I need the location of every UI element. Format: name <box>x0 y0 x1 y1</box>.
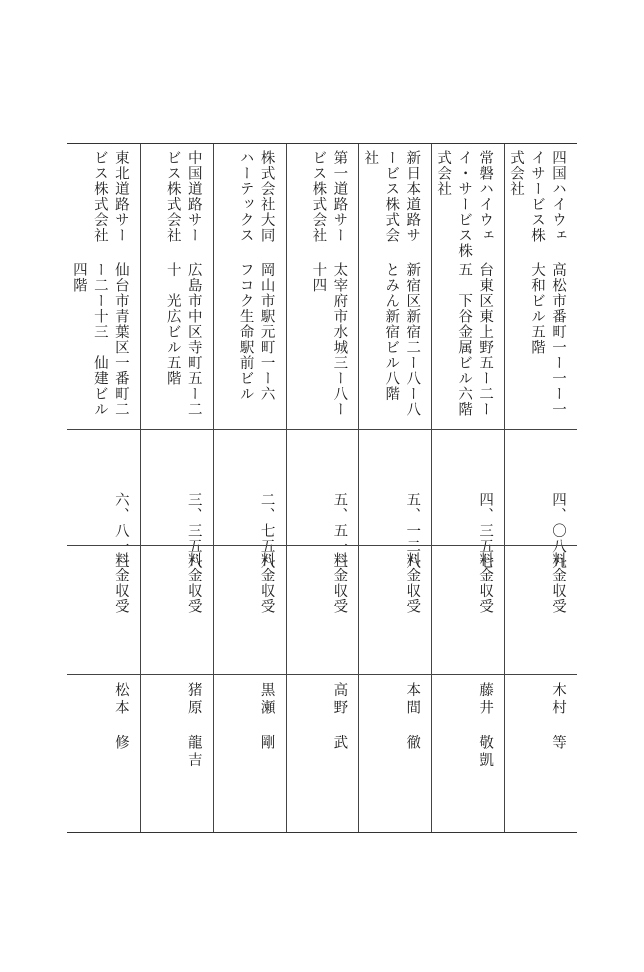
table-column-4 <box>286 144 359 832</box>
address-cell: 仙台市青葉区一番町二 ー二ー十三 仙建ビル 四階 <box>70 262 129 417</box>
business-cell: 料金収受 <box>404 552 421 614</box>
address-cell: 高松市番町一ー一ー一 大和ビル五階 <box>529 262 566 417</box>
table-column-1 <box>504 144 577 832</box>
row-divider <box>505 545 577 546</box>
representative-cell: 松本 修 <box>112 682 129 752</box>
representative-cell: 藤井 敬凱 <box>477 682 494 770</box>
capital-cell: 四、〇八九 <box>550 492 566 570</box>
row-divider <box>214 545 286 546</box>
representative-cell: 高野 武 <box>331 682 348 752</box>
row-divider <box>214 674 286 675</box>
business-cell: 料金収受 <box>550 552 566 614</box>
capital-cell: 五、一二八 <box>404 492 421 570</box>
row-divider <box>67 674 140 675</box>
row-divider <box>67 429 140 430</box>
capital-cell: 六、八一三 <box>112 492 129 570</box>
representative-cell: 本間 徹 <box>404 682 421 752</box>
row-divider <box>505 429 577 430</box>
row-divider <box>359 545 431 546</box>
address-cell: 新宿区新宿二ー八ー八 とみん新宿ビル八階 <box>383 262 421 417</box>
row-divider <box>359 429 431 430</box>
address-cell: 台東区東上野五ー二ー 五 下谷金属ビル六階 <box>456 262 494 417</box>
table-column-2 <box>431 144 504 832</box>
row-divider <box>287 429 359 430</box>
row-divider <box>432 674 504 675</box>
row-divider <box>141 429 213 430</box>
business-cell: 料金収受 <box>258 552 275 614</box>
row-divider <box>287 674 359 675</box>
company-name-cell: 新日本道路サ ービス株式会 社 <box>362 150 421 243</box>
representative-cell: 木村 等 <box>550 682 566 752</box>
row-divider <box>141 674 213 675</box>
representative-cell: 猪原 龍吉 <box>185 682 202 770</box>
row-divider <box>432 429 504 430</box>
business-cell: 料金収受 <box>185 552 202 614</box>
company-name-cell: 四国ハイウェ イサービス株 式会社 <box>508 150 566 243</box>
row-divider <box>359 674 431 675</box>
table-column-3 <box>358 144 431 832</box>
capital-cell: 四、三五七 <box>477 492 494 570</box>
company-name-cell: 中国道路サー ビス株式会社 <box>164 150 202 243</box>
company-name-cell: 第一道路サー ビス株式会社 <box>310 150 348 243</box>
row-divider <box>67 545 140 546</box>
company-name-cell: 常磐ハイウェ イ・サービス株 式会社 <box>435 150 494 259</box>
representative-cell: 黒瀬 剛 <box>258 682 275 752</box>
capital-cell: 五、五一三 <box>331 492 348 570</box>
table-column-6 <box>140 144 213 832</box>
address-cell: 太宰府市水城三ー八ー 十四 <box>310 262 348 417</box>
company-name-cell: 東北道路サー ビス株式会社 <box>91 150 129 243</box>
row-divider <box>214 429 286 430</box>
row-divider <box>287 545 359 546</box>
row-divider <box>432 545 504 546</box>
business-cell: 料金収受 <box>477 552 494 614</box>
company-table <box>67 143 577 833</box>
company-name-cell: 株式会社大同 ハーテックス <box>237 150 275 243</box>
row-divider <box>505 674 577 675</box>
table-column-7 <box>67 144 140 832</box>
capital-cell: 三、三五八 <box>185 492 202 570</box>
row-divider <box>141 545 213 546</box>
business-cell: 料金収受 <box>331 552 348 614</box>
business-cell: 料金収受 <box>112 552 129 614</box>
table-column-5 <box>213 144 286 832</box>
capital-cell: 二、七五八 <box>258 492 275 570</box>
address-cell: 岡山市駅元町一ー六 フコク生命駅前ビル <box>237 262 275 402</box>
address-cell: 広島市中区寺町五ー二 十 光広ビル五階 <box>164 262 202 417</box>
